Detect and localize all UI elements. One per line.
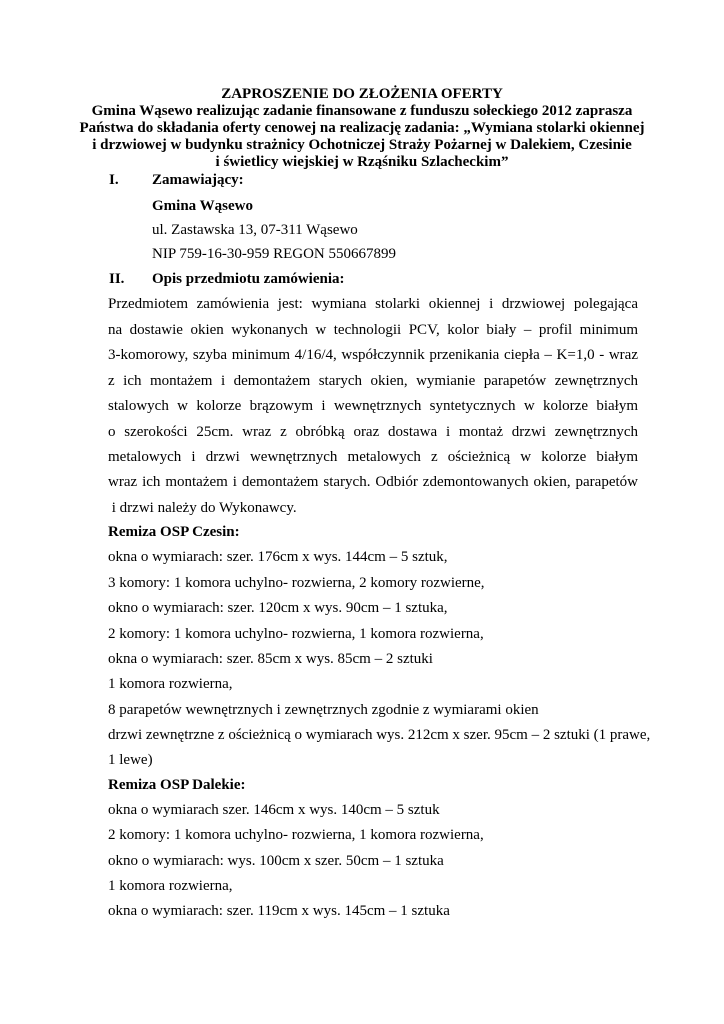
document-title: ZAPROSZENIE DO ZŁOŻENIA OFERTY xyxy=(221,86,503,102)
dalekie-item: 2 komory: 1 komora uchylno- rozwierna, 1 komora rozwierna, xyxy=(108,827,484,843)
section-1-number: I. xyxy=(109,172,119,188)
description-line: stalowych w kolorze brązowym i wewnętrznych syntetycznych w kolorze białym xyxy=(108,398,638,414)
czesin-item: okna o wymiarach: szer. 85cm x wys. 85cm – 2 sztuki xyxy=(108,651,433,667)
czesin-item: okno o wymiarach: szer. 120cm x wys. 90cm – 1 sztuka, xyxy=(108,600,448,616)
dalekie-item: okna o wymiarach: szer. 119cm x wys. 145cm – 1 sztuka xyxy=(108,903,450,919)
czesin-item: 1 komora rozwierna, xyxy=(108,676,233,692)
description-line: 3-komorowy, szyba minimum 4/16/4, współczynnik przenikania ciepła – K=1,0 - wraz xyxy=(108,347,638,363)
czesin-item: 8 parapetów wewnętrznych i zewnętrznych zgodnie z wymiarami okien xyxy=(108,702,539,718)
description-line: na dostawie okien wykonanych w technologii PCV, kolor biały – profil minimum xyxy=(108,322,638,338)
czesin-item: okna o wymiarach: szer. 176cm x wys. 144cm – 5 sztuk, xyxy=(108,549,448,565)
description-line: wraz ich montażem i demontażem starych. Odbiór zdemontowanych okien, parapetów xyxy=(108,474,638,490)
ordering-party-address: ul. Zastawska 13, 07-311 Wąsewo xyxy=(152,222,358,238)
section-1-heading: Zamawiający: xyxy=(152,172,244,188)
header-line-4: i świetlicy wiejskiej w Rząśniku Szlacheckim” xyxy=(215,154,509,170)
header-line-2: Państwa do składania oferty cenowej na realizację zadania: „Wymiana stolarki okiennej xyxy=(79,120,645,136)
description-line: z ich montażem i demontażem starych okien, wymianie parapetów zewnętrznych xyxy=(108,373,638,389)
ordering-party-ids: NIP 759-16-30-959 REGON 550667899 xyxy=(152,246,397,262)
description-line: i drzwi należy do Wykonawcy. xyxy=(108,500,297,516)
description-line: o szerokości 25cm. wraz z obróbką oraz dostawa i montaż drzwi zewnętrznych xyxy=(108,424,638,440)
dalekie-item: okno o wymiarach: wys. 100cm x szer. 50cm – 1 sztuka xyxy=(108,853,444,869)
section-2-number: II. xyxy=(109,271,125,287)
dalekie-item: okna o wymiarach szer. 146cm x wys. 140cm – 5 sztuk xyxy=(108,802,440,818)
document-header xyxy=(60,86,664,171)
dalekie-heading: Remiza OSP Dalekie: xyxy=(108,777,246,793)
czesin-item: 2 komory: 1 komora uchylno- rozwierna, 1 komora rozwierna, xyxy=(108,626,484,642)
header-line-1: Gmina Wąsewo realizując zadanie finansowane z funduszu sołeckiego 2012 zaprasza xyxy=(91,103,633,119)
section-2-heading: Opis przedmiotu zamówienia: xyxy=(152,271,345,287)
description-line: Przedmiotem zamówienia jest: wymiana stolarki okiennej i drzwiowej polegająca xyxy=(108,296,638,312)
header-line-3: i drzwiowej w budynku strażnicy Ochotniczej Straży Pożarnej w Dalekiem, Czesinie xyxy=(92,137,632,153)
ordering-party-name: Gmina Wąsewo xyxy=(152,198,253,214)
description-line: metalowych i drzwi wewnętrznych metalowych z ościeżnicą w kolorze białym xyxy=(108,449,638,465)
czesin-item: drzwi zewnętrzne z ościeżnicą o wymiarach wys. 212cm x szer. 95cm – 2 sztuki (1 prawe, xyxy=(108,727,651,743)
czesin-item: 1 lewe) xyxy=(108,752,153,768)
dalekie-item: 1 komora rozwierna, xyxy=(108,878,233,894)
czesin-heading: Remiza OSP Czesin: xyxy=(108,524,240,540)
czesin-item: 3 komory: 1 komora uchylno- rozwierna, 2 komory rozwierne, xyxy=(108,575,485,591)
